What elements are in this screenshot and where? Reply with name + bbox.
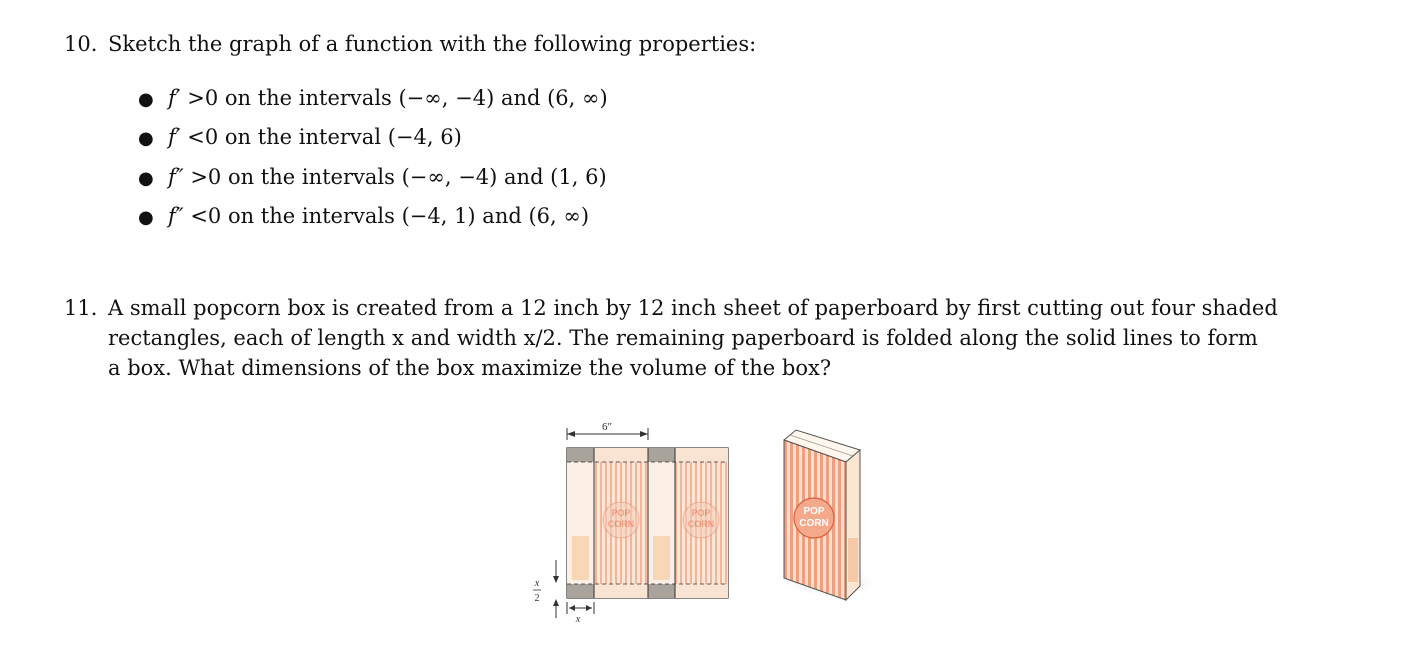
svg-text:2: 2 (534, 593, 540, 604)
cutout-rectangle (648, 448, 675, 462)
property-item (138, 86, 608, 125)
svg-text:POP: POP (803, 506, 825, 517)
problem-number: 11. (64, 296, 98, 320)
function-symbol: f″ (168, 164, 184, 189)
popcorn-box-figure (520, 410, 900, 630)
property-item (138, 204, 608, 243)
property-text: 0 on the interval (−4, 6) (204, 125, 462, 150)
function-symbol: f″ (168, 203, 184, 228)
property-text: 0 on the intervals (−∞, −4) and (1, 6) (207, 164, 607, 189)
property-item (138, 125, 608, 164)
svg-text:x: x (534, 578, 540, 589)
relation: > (187, 86, 205, 110)
dimension-half-x (533, 560, 559, 618)
problem-text-line: A small popcorn box is created from a 12 inch by 12 inch sheet of paperboard by first cutting out four shaded (108, 296, 1278, 320)
svg-text:POP: POP (691, 508, 711, 518)
svg-text:CORN: CORN (607, 519, 635, 529)
popcorn-logo (603, 502, 639, 538)
cutout-rectangle (567, 584, 594, 598)
cutout-rectangle (648, 584, 675, 598)
dimension-6in (567, 421, 648, 440)
relation: > (190, 164, 208, 189)
problem-text-line: rectangles, each of length x and width x/2. The remaining paperboard is folded along the solid lines to form (108, 326, 1258, 350)
dimension-x (567, 602, 594, 625)
problem-statement: Sketch the graph of a function with the following properties: (108, 32, 757, 56)
flat-sheet-diagram (567, 448, 728, 598)
svg-text:POP: POP (611, 508, 631, 518)
bullet-icon: ● (138, 128, 154, 150)
bullet-icon: ● (138, 89, 154, 110)
bullet-icon: ● (138, 206, 154, 228)
popcorn-logo (683, 502, 719, 538)
relation: < (190, 203, 208, 228)
dimension-label: 6″ (602, 421, 613, 433)
bullet-icon: ● (138, 167, 154, 189)
popcorn-logo (794, 498, 834, 538)
property-text: 0 on the intervals (−4, 1) and (6, ∞) (207, 203, 590, 228)
relation: < (187, 125, 205, 150)
svg-text:CORN: CORN (687, 519, 715, 529)
property-text: 0 on the intervals (−∞, −4) and (6, ∞) (204, 86, 608, 110)
assembled-box-illustration (780, 430, 880, 600)
problem-text-line: a box. What dimensions of the box maximize the volume of the box? (108, 356, 832, 380)
property-list (138, 86, 608, 243)
cutout-rectangle (567, 448, 594, 462)
function-symbol: f′ (168, 86, 181, 110)
svg-text:CORN: CORN (799, 518, 829, 529)
property-item (138, 165, 608, 204)
function-symbol: f′ (168, 125, 181, 150)
problem-number: 10. (64, 32, 98, 56)
svg-text:x: x (575, 614, 581, 625)
